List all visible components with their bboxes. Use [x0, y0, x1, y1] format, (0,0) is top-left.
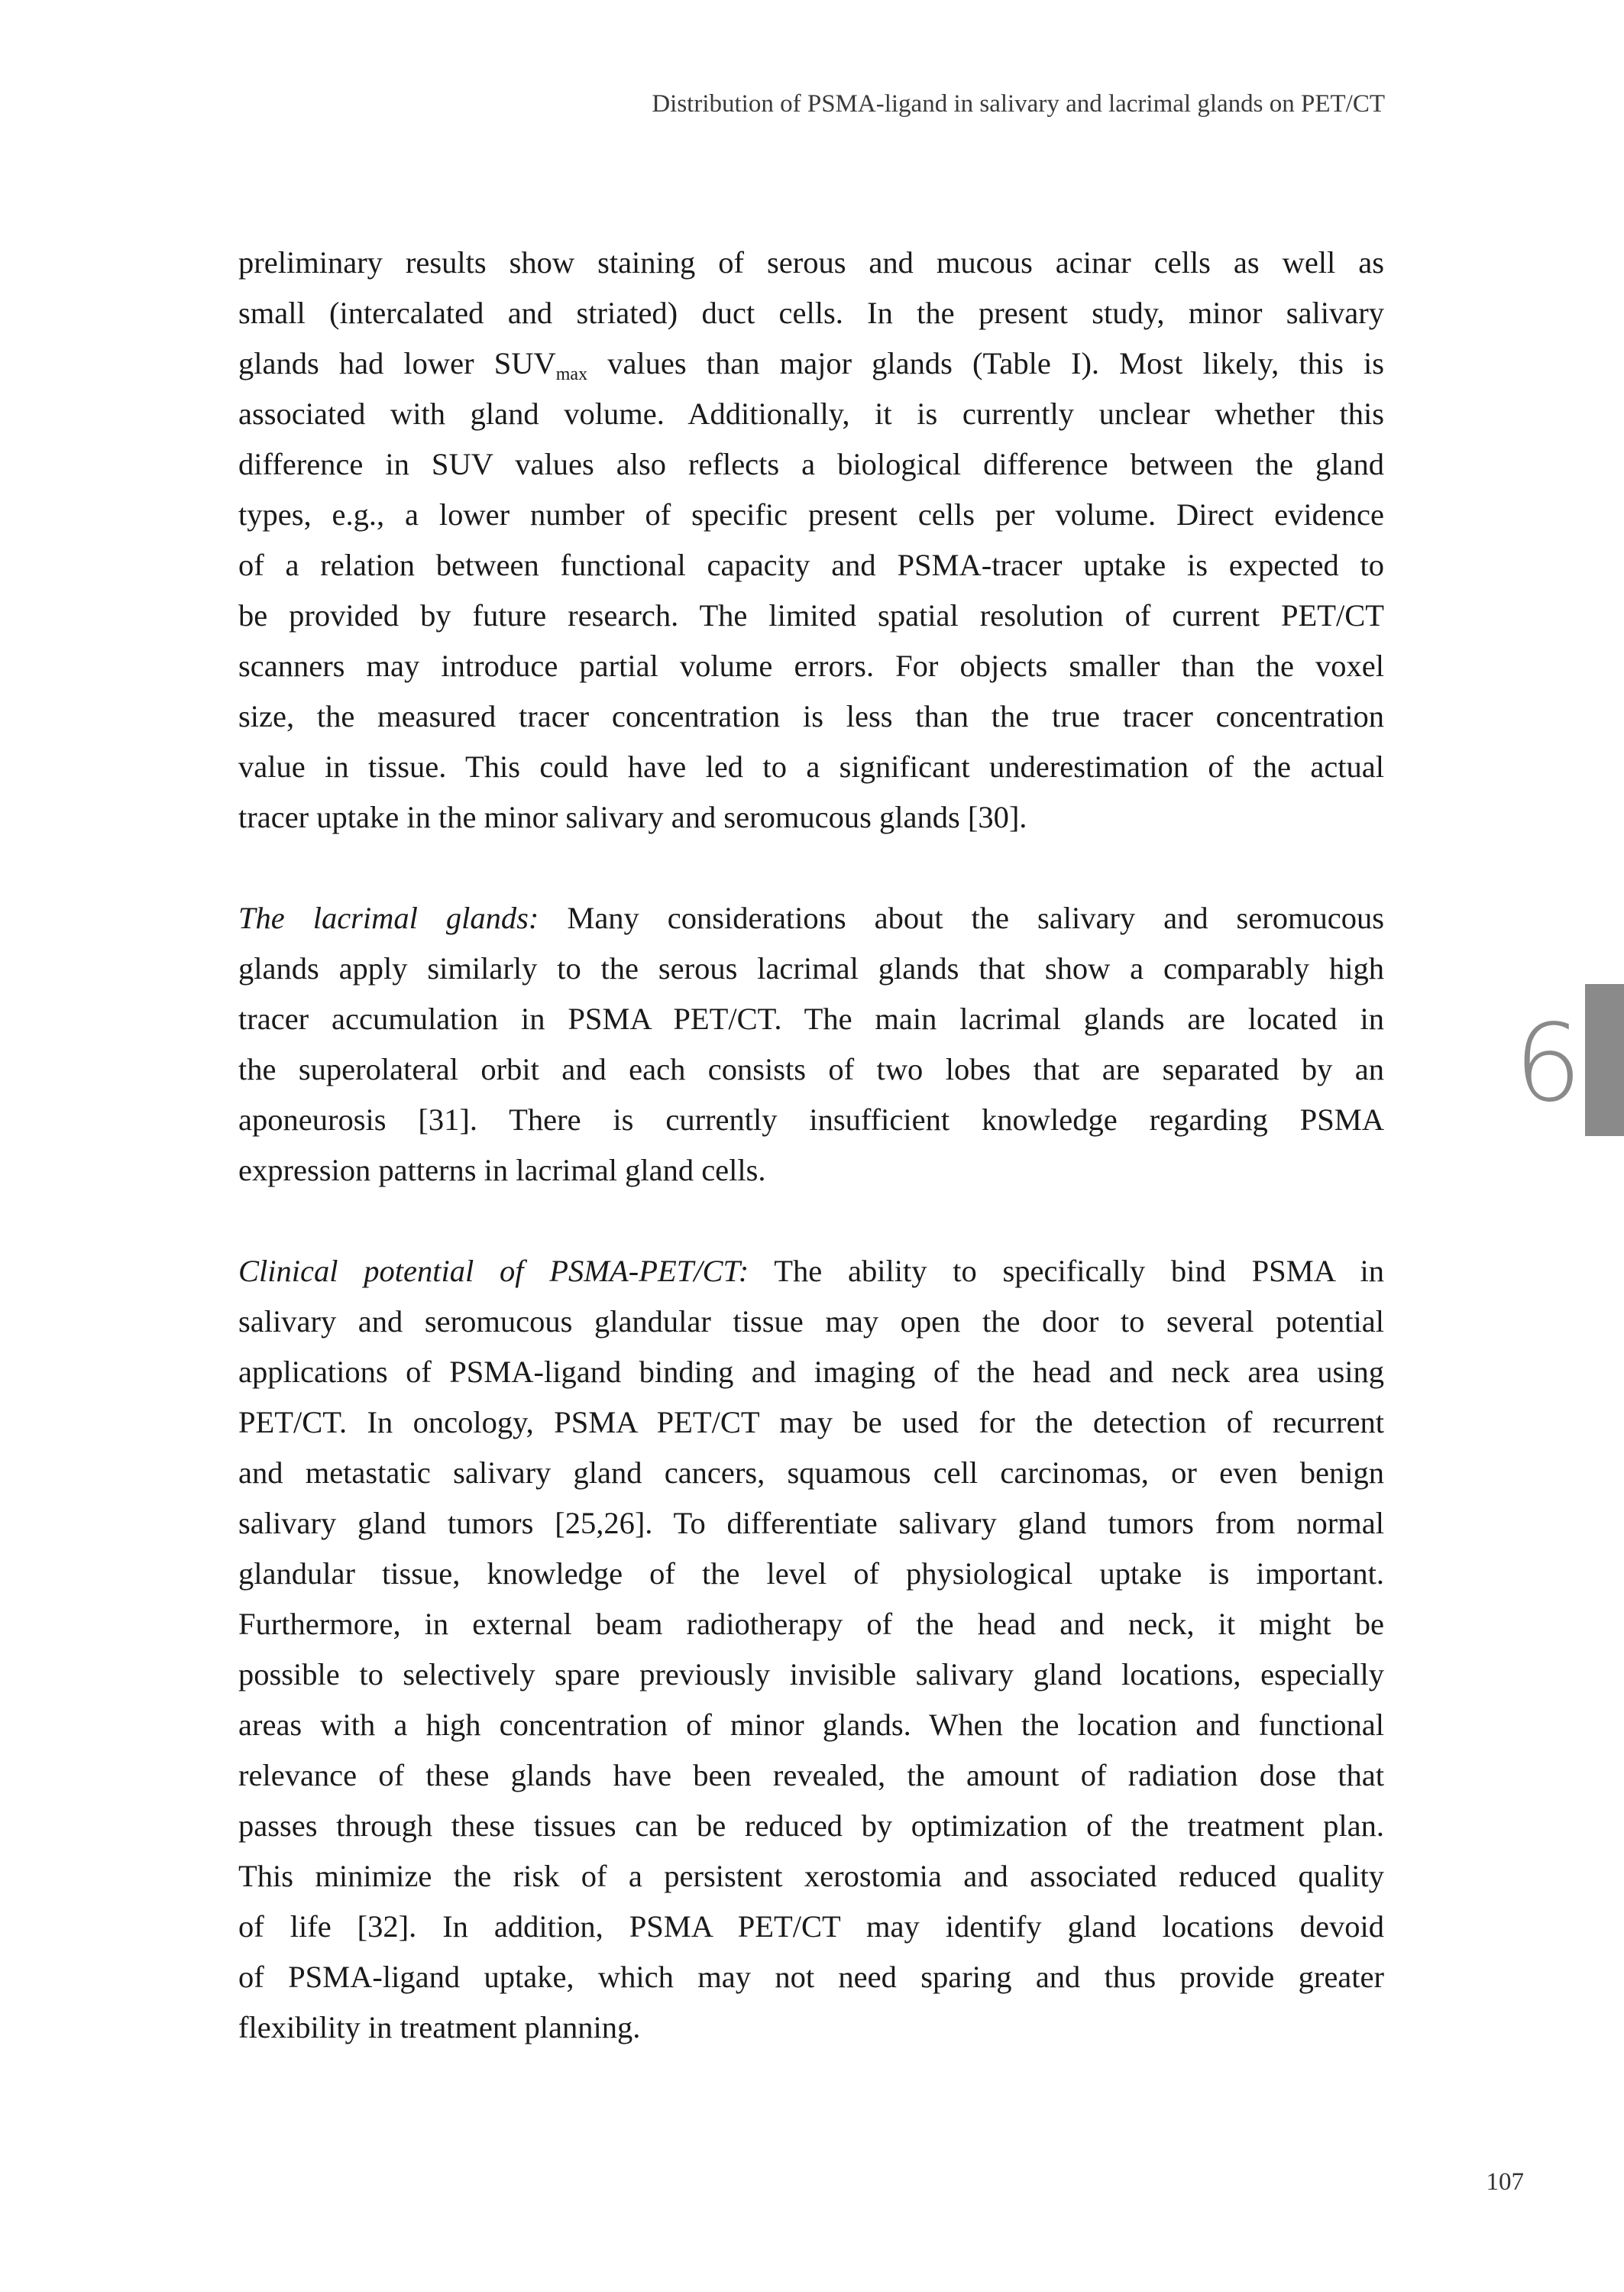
text-segment: possible to selectively spare previously invisible salivary gland locations, especially	[238, 1657, 1384, 1691]
chapter-number: 6	[1514, 1002, 1583, 1126]
running-header: Distribution of PSMA-ligand in salivary and lacrimal glands on PET/CT	[652, 90, 1385, 118]
text-line	[238, 641, 1384, 691]
text-line	[238, 1599, 1384, 1649]
text-segment: tracer uptake in the minor salivary and seromucous glands [30].	[238, 800, 1027, 834]
text-line	[238, 591, 1384, 641]
text-segment: small (intercalated and striated) duct cells. In the present study, minor salivary	[238, 296, 1384, 330]
text-line	[238, 1750, 1384, 1801]
paragraph-gap	[238, 843, 1384, 893]
text-line	[238, 1549, 1384, 1599]
text-segment: associated with gland volume. Additionally, it is currently unclear whether this	[238, 397, 1384, 431]
text-segment: of a relation between functional capacity and PSMA-tracer uptake is expected to	[238, 548, 1384, 582]
text-line	[238, 1649, 1384, 1700]
text-segment: expression patterns in lacrimal gland cells.	[238, 1153, 766, 1187]
text-line	[238, 238, 1384, 288]
text-segment: tracer accumulation in PSMA PET/CT. The main lacrimal glands are located in	[238, 1002, 1384, 1036]
text-segment: of PSMA-ligand uptake, which may not need sparing and thus provide greater	[238, 1960, 1384, 1994]
text-segment: types, e.g., a lower number of specific present cells per volume. Direct evidence	[238, 497, 1384, 532]
text-segment: applications of PSMA-ligand binding and imaging of the head and neck area using	[238, 1355, 1384, 1389]
text-line	[238, 288, 1384, 338]
text-segment: glands had lower SUV	[238, 346, 556, 380]
text-line	[238, 338, 1384, 389]
subscript: max	[555, 364, 588, 384]
text-line	[238, 439, 1384, 490]
text-segment: size, the measured tracer concentration is less than the true tracer concentration	[238, 699, 1384, 733]
text-segment: Furthermore, in external beam radiotherapy of the head and neck, it might be	[238, 1607, 1384, 1641]
text-line	[238, 1851, 1384, 1902]
text-line	[238, 792, 1384, 843]
text-line	[238, 1801, 1384, 1851]
text-line	[238, 691, 1384, 742]
text-segment: Many considerations about the salivary and seromucous	[539, 901, 1384, 935]
text-segment: glands apply similarly to the serous lacrimal glands that show a comparably high	[238, 951, 1384, 986]
text-segment: PET/CT. In oncology, PSMA PET/CT may be used for the detection of recurrent	[238, 1405, 1384, 1439]
text-segment: be provided by future research. The limited spatial resolution of current PET/CT	[238, 598, 1384, 633]
paragraph-gap	[238, 1196, 1384, 1246]
text-line	[238, 540, 1384, 591]
text-line	[238, 1297, 1384, 1347]
text-segment: aponeurosis [31]. There is currently insufficient knowledge regarding PSMA	[238, 1102, 1384, 1137]
text-line	[238, 1700, 1384, 1750]
text-line	[238, 1902, 1384, 1952]
text-line	[238, 1498, 1384, 1549]
paragraph	[238, 238, 1384, 843]
page-number: 107	[1486, 2168, 1524, 2196]
text-segment: value in tissue. This could have led to a significant underestimation of the actual	[238, 749, 1384, 784]
body-text	[238, 238, 1384, 2053]
chapter-tab	[1585, 984, 1624, 1136]
text-line	[238, 1145, 1384, 1196]
text-segment: of life [32]. In addition, PSMA PET/CT may identify gland locations devoid	[238, 1909, 1384, 1944]
text-segment: preliminary results show staining of serous and mucous acinar cells as well as	[238, 245, 1384, 280]
text-line	[238, 1095, 1384, 1145]
text-line	[238, 1397, 1384, 1448]
text-line	[238, 1246, 1384, 1297]
text-segment: passes through these tissues can be reduced by optimization of the treatment plan.	[238, 1808, 1384, 1843]
text-line	[238, 1044, 1384, 1095]
italic-lead-in: The lacrimal glands:	[238, 901, 539, 935]
text-segment: salivary and seromucous glandular tissue may open the door to several potential	[238, 1304, 1384, 1339]
text-segment: salivary gland tumors [25,26]. To differentiate salivary gland tumors from normal	[238, 1506, 1384, 1540]
text-segment: The ability to specifically bind PSMA in	[749, 1254, 1384, 1288]
text-line	[238, 994, 1384, 1044]
text-line	[238, 1448, 1384, 1498]
paragraph	[238, 1246, 1384, 2053]
text-segment: scanners may introduce partial volume errors. For objects smaller than the voxel	[238, 649, 1384, 683]
text-segment: values than major glands (Table I). Most likely, this is	[587, 346, 1384, 380]
text-line	[238, 490, 1384, 540]
text-segment: the superolateral orbit and each consists of two lobes that are separated by an	[238, 1052, 1384, 1086]
text-segment: This minimize the risk of a persistent xerostomia and associated reduced quality	[238, 1859, 1384, 1893]
text-line	[238, 742, 1384, 792]
text-segment: relevance of these glands have been revealed, the amount of radiation dose that	[238, 1758, 1384, 1792]
text-segment: flexibility in treatment planning.	[238, 2010, 641, 2044]
text-line	[238, 893, 1384, 944]
text-segment: difference in SUV values also reflects a biological difference between the gland	[238, 447, 1384, 481]
text-segment: areas with a high concentration of minor glands. When the location and functional	[238, 1708, 1384, 1742]
italic-lead-in: Clinical potential of PSMA-PET/CT:	[238, 1254, 749, 1288]
text-line	[238, 944, 1384, 994]
paragraph	[238, 893, 1384, 1196]
text-line	[238, 1347, 1384, 1397]
text-line	[238, 389, 1384, 439]
text-line	[238, 2002, 1384, 2053]
text-segment: glandular tissue, knowledge of the level of physiological uptake is important.	[238, 1556, 1384, 1591]
text-line	[238, 1952, 1384, 2002]
text-segment: and metastatic salivary gland cancers, squamous cell carcinomas, or even benign	[238, 1455, 1384, 1490]
